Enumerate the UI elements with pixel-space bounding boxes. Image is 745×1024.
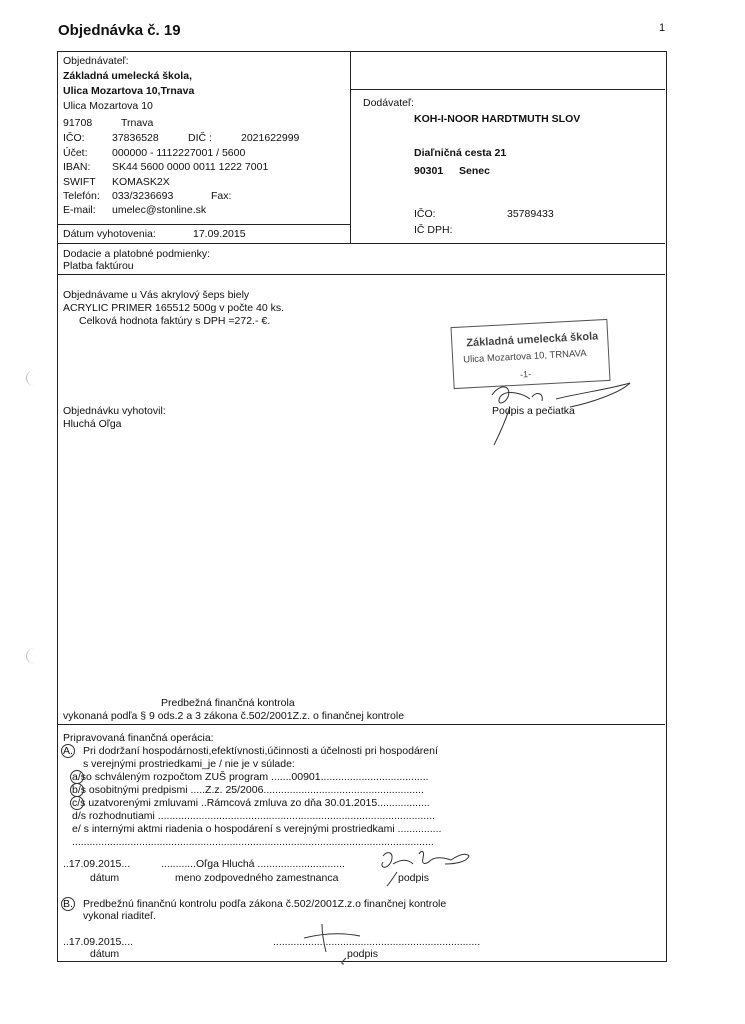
buyer-dic: 2021622999 [241,132,300,144]
terms-label: Dodacie a platobné podmienky: [63,248,211,260]
dotted-line: ............................................................................................................................ [72,836,434,848]
buyer-iban: SK44 5600 0000 0011 1222 7001 [112,161,269,173]
buyer-account-label: Účet: [63,147,88,159]
prepared-label: Pripravovaná finančná operácia: [63,732,214,744]
buyer-account: 000000 - 1112227001 / 5600 [112,147,246,159]
buyer-dic-label: DIČ : [188,132,212,144]
supplier-city: Senec [459,165,490,177]
signature-1-date: ..17.09.2015... [63,858,131,870]
item-a: a/so schváleným rozpočtom ZUŠ program .......00901..................................... [72,771,429,783]
divider-supplier-top [350,89,665,90]
buyer-name: Základná umelecká škola, [63,70,192,82]
divider-control [57,724,665,725]
section-b-line-1: Predbežnú finančnú kontrolu podľa zákona č.502/2001Z.z.o finančnej kontrole [83,898,447,910]
buyer-swift: KOMASK2X [112,176,170,188]
buyer-street-bold: Ulica Mozartova 10,Trnava [63,85,195,97]
handwritten-signature-2 [375,848,475,888]
punch-hole-mark-2 [26,648,43,664]
buyer-phone: 033/3236693 [112,190,174,202]
supplier-name: KOH-I-NOOR HARDTMUTH SLOV [414,113,581,125]
signature-2-sign-label: podpis [347,948,378,960]
buyer-swift-label: SWIFT [63,176,96,188]
buyer-label: Objednávateľ: [63,55,129,67]
signature-2-date-label: dátum [90,948,120,960]
punch-hole-mark-1 [26,370,43,386]
buyer-city: Trnava [121,117,154,129]
page-number: 1 [659,22,666,34]
stamp-line-2: Ulica Mozartova 10, TRNAVA [462,348,587,366]
handwritten-signature-1 [470,375,640,455]
item-c: c/s uzatvorenými zmluvami ..Rámcová zmluva zo dňa 30.01.2015.................. [72,797,430,809]
section-b-letter: B. [63,898,73,910]
signature-1-sign-label: podpis [398,872,429,884]
stamp-line-3: -1- [519,369,532,380]
signature-2-date: ..17.09.2015.... [63,936,134,948]
supplier-zip: 90301 [414,165,444,177]
signature-2-dots: ....................................................................... [273,936,481,948]
supplier-street: Diaľničná cesta 21 [414,147,507,159]
buyer-ico-label: IČO: [63,132,85,144]
divider-buyer-supplier [350,51,351,243]
buyer-street: Ulica Mozartova 10 [63,100,153,112]
created-by-name: Hluchá Oľga [63,418,122,430]
divider-terms-top [57,243,665,244]
order-total: Celková hodnota faktúry s DPH =272.- €. [79,315,271,327]
buyer-zip: 91708 [63,117,93,129]
order-date: 17.09.2015 [193,228,246,240]
buyer-iban-label: IBAN: [63,161,91,173]
created-by-label: Objednávku vyhotovil: [63,405,166,417]
document-title: Objednávka č. 19 [58,22,181,39]
terms-value: Platba faktúrou [63,260,134,272]
section-a-line-1: Pri dodržaní hospodárnosti,efektívnosti,účinnosti a účelnosti pri hospodárení [83,745,438,757]
handwritten-signature-3 [300,918,380,966]
supplier-ico: 35789433 [507,208,554,220]
signature-1-name-label: meno zodpovedného zamestnanca [175,872,339,884]
divider-date [57,224,350,225]
signature-stamp-label: Podpis a pečiatka [492,405,575,417]
item-d: d/s rozhodnutiami ............................................................................................... [72,810,435,822]
buyer-email-label: E-mail: [63,204,96,216]
supplier-label: Dodávateľ: [363,97,414,109]
item-b: b/s osobitnými predpismi .....Z.z. 25/2006....................................................... [72,784,424,796]
buyer-email: umelec@stonline.sk [112,204,207,216]
section-a-line-2: s verejnými prostriedkami_je / nie je v súlade: [83,758,295,770]
control-subheading: vykonaná podľa § 9 ods.2 a 3 zákona č.502/2001Z.z. o finančnej kontrole [63,710,405,722]
signature-1-name: ............Oľga Hluchá .............................. [161,858,345,870]
divider-terms-bottom [57,274,665,275]
section-b-line-2: vykonal riaditeľ. [83,910,157,922]
order-line-2: ACRYLIC PRIMER 165512 500g v počte 40 ks. [63,302,285,314]
item-e: e/ s internými aktmi riadenia o hospodárení s verejnými prostriedkami ............... [72,823,442,835]
order-date-label: Dátum vyhotovenia: [63,228,156,240]
buyer-phone-label: Telefón: [63,190,100,202]
supplier-ico-label: IČO: [414,208,436,220]
section-a-letter: A. [63,745,73,757]
buyer-ico: 37836528 [112,132,159,144]
signature-1-date-label: dátum [90,872,120,884]
buyer-fax-label: Fax: [211,190,232,202]
stamp-line-1: Základná umelecká škola [466,330,599,350]
supplier-icdph-label: IČ DPH: [414,224,453,236]
order-line-1: Objednávame u Vás akrylový šeps biely [63,289,250,301]
control-heading: Predbežná finančná kontrola [161,697,295,709]
